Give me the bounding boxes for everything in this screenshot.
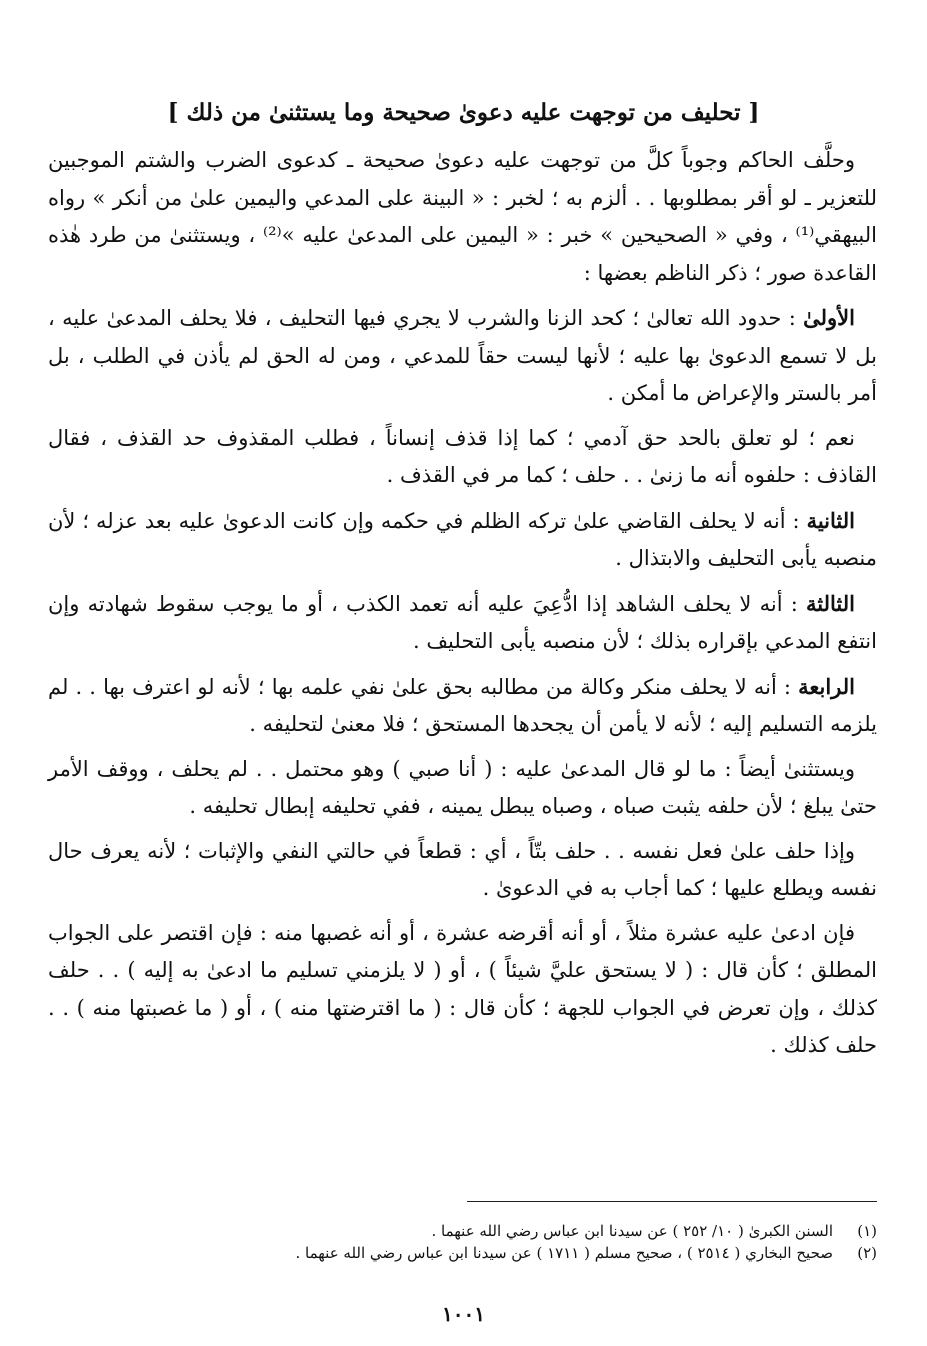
paragraph-lead: الأولىٰ bbox=[803, 305, 855, 330]
footnote-separator bbox=[467, 1201, 877, 1202]
paragraph bbox=[48, 502, 877, 578]
paragraph bbox=[48, 420, 877, 495]
paragraph bbox=[48, 585, 877, 661]
footnote bbox=[120, 1220, 877, 1242]
paragraph bbox=[48, 299, 877, 413]
paragraph-text: ويستثنىٰ أيضاً : ما لو قال المدعىٰ عليه : ( أنا صبي ) وهو محتمل . . لم يحلف ، ووقف الأمر حتىٰ يبلغ ؛ لأن حلفه يثبت صباه ، وصباه يبطل يمينه ، ففي تحليفه إبطال تحليفه . bbox=[48, 756, 877, 818]
paragraph bbox=[48, 751, 877, 826]
paragraph-text: وحلَّف الحاكم وجوباً كلَّ من توجهت عليه دعوىٰ صحيحة ـ كدعوى الضرب والشتم الموجبين للتعزير ـ لو أقر بمطلوبها . . ألزم به ؛ لخبر : « البينة على المدعي واليمين علىٰ من أنكر » رواه البيهقي⁽¹⁾ ، وفي « الصحيحين » خبر : « اليمين على المدعىٰ عليه »⁽²⁾ ، ويستثنىٰ من طرد هٰذه القاعدة صور ؛ ذكر الناظم بعضها : bbox=[48, 148, 877, 285]
page-number: ١٠٠١ bbox=[442, 1302, 485, 1326]
paragraph-text: : حدود الله تعالىٰ ؛ كحد الزنا والشرب لا يجري فيها التحليف ، فلا يحلف المدعىٰ عليه ، بل لا تسمع الدعوىٰ بها عليه ؛ لأنها ليست حقاً للمدعي ، ومن له الحق لم يأذن في الطلب ، بل أمر بالستر والإعراض ما أمكن . bbox=[48, 306, 877, 405]
paragraph bbox=[48, 915, 877, 1065]
paragraph-lead: الثانية bbox=[806, 507, 855, 533]
paragraph bbox=[48, 833, 877, 908]
paragraph bbox=[48, 142, 877, 292]
footnotes bbox=[120, 1220, 877, 1264]
body-text bbox=[48, 142, 877, 1072]
paragraph-text: نعم ؛ لو تعلق بالحد حق آدمي ؛ كما إذا قذف إنساناً ، فطلب المقذوف حد القذف ، فقال القاذف : حلفوه أنه ما زنىٰ . . حلف ؛ كما مر في القذف . bbox=[48, 425, 877, 487]
footnote-number: (١) bbox=[857, 1222, 877, 1240]
paragraph-lead: الثالثة bbox=[806, 590, 855, 616]
footnote-number: (٢) bbox=[857, 1244, 877, 1262]
footnote-text: صحيح البخاري ( ٢٥١٤ ) ، صحيح مسلم ( ١٧١١ ) عن سيدنا ابن عباس رضي الله عنهما . bbox=[295, 1244, 833, 1262]
paragraph-text: : أنه لا يحلف منكر وكالة من مطالبه بحق علىٰ نفي علمه بها ؛ لأنه لو اعترف بها . . لم يلزمه التسليم إليه ؛ لأنه لا يأمن أن يجحدها المستحق ؛ فلا معنىٰ لتحليفه . bbox=[48, 674, 877, 736]
footnote bbox=[120, 1242, 877, 1264]
paragraph-text: : أنه لا يحلف الشاهد إذا ادُّعِيَ عليه أنه تعمد الكذب ، أو ما يوجب سقوط شهادته وإن انتفع المدعي بإقراره بذلك ؛ لأن منصبه يأبى التحليف . bbox=[48, 591, 877, 653]
section-heading: [ تحليف من توجهت عليه دعوىٰ صحيحة وما يستثنىٰ من ذلك ] bbox=[167, 99, 760, 126]
footnote-text: السنن الكبرىٰ ( ١٠/ ٢٥٢ ) عن سيدنا ابن عباس رضي الله عنهما . bbox=[431, 1222, 833, 1240]
paragraph-text: فإن ادعىٰ عليه عشرة مثلاً ، أو أنه أقرضه عشرة ، أو أنه غصبها منه : فإن اقتصر على الجواب المطلق ؛ كأن قال : ( لا يستحق عليَّ شيئاً ) ، أو ( لا يلزمني تسليم ما ادعىٰ به إليه ) . . حلف كذلك ، وإن تعرض في الجواب للجهة ؛ كأن قال : ( ما اقترضتها منه ) ، أو ( ما غصبتها منه ) . . حلف كذلك . bbox=[48, 920, 877, 1057]
paragraph bbox=[48, 668, 877, 744]
paragraph-lead: الرابعة bbox=[798, 673, 855, 699]
paragraph-text: : أنه لا يحلف القاضي علىٰ تركه الظلم في حكمه وإن كانت الدعوىٰ عليه بعد عزله ؛ لأن منصبه يأبى التحليف والابتذال . bbox=[48, 508, 877, 570]
paragraph-text: وإذا حلف علىٰ فعل نفسه . . حلف بتّاً ، أي : قطعاً في حالتي النفي والإثبات ؛ لأنه يعرف حال نفسه ويطلع عليها ؛ كما أجاب به في الدعوىٰ . bbox=[48, 838, 877, 900]
